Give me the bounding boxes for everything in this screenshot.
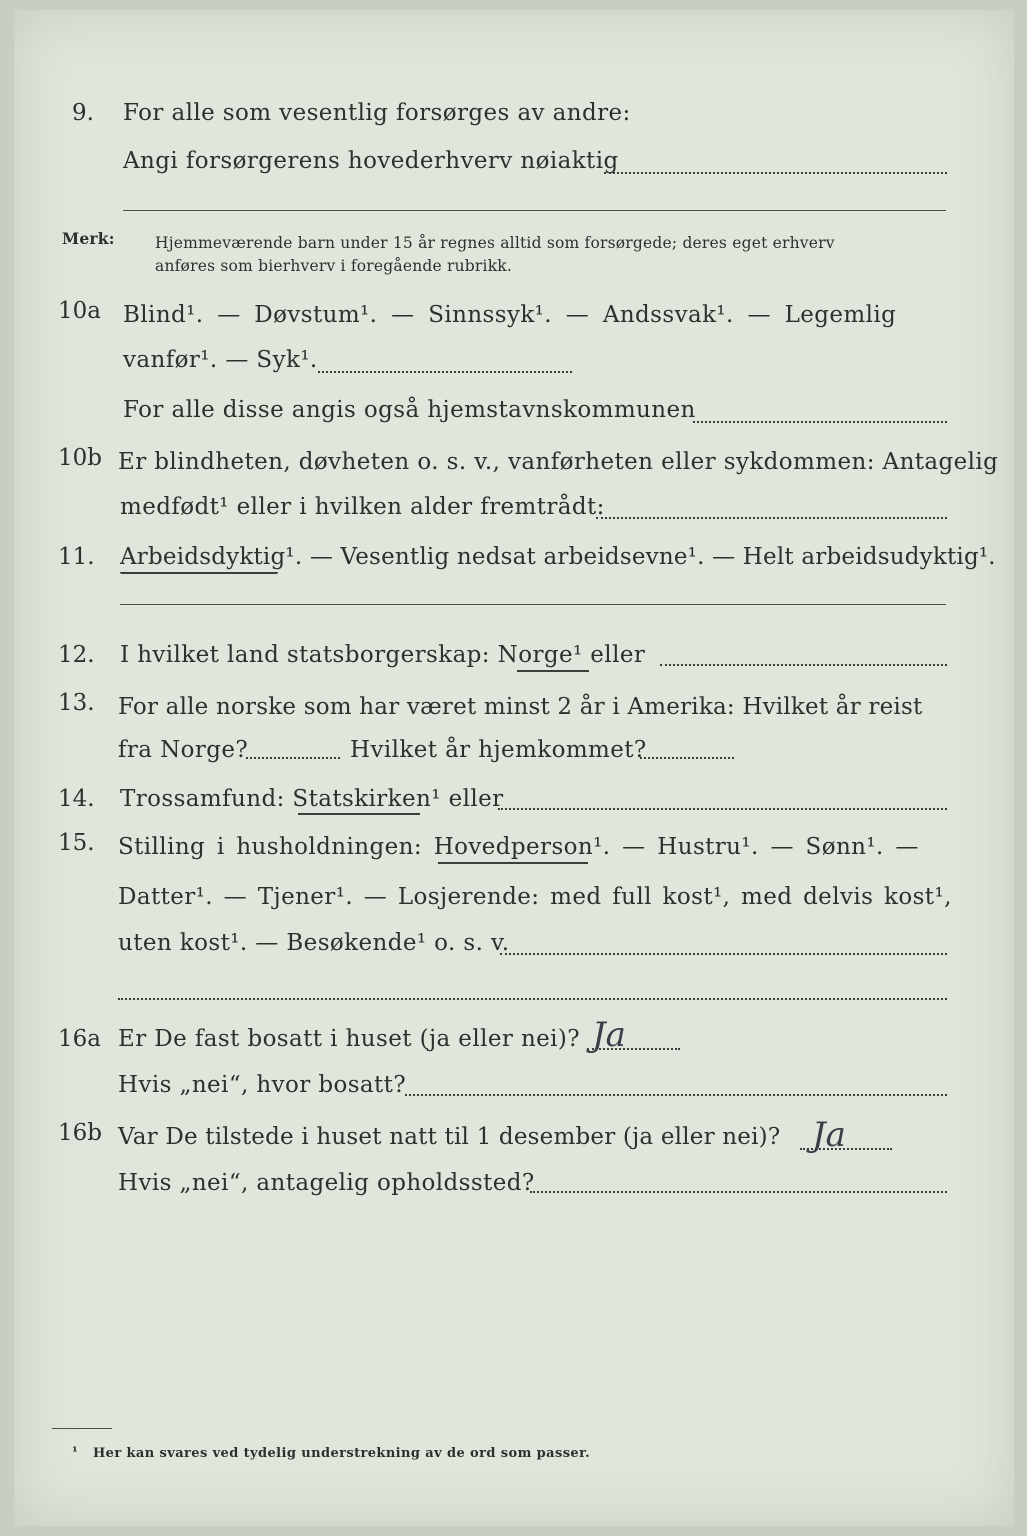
q16b-line1: Var De tilstede i huset natt til 1 desember (ja eller nei)? xyxy=(118,1124,781,1150)
q13-return-line[interactable] xyxy=(640,757,734,759)
q16a-line2: Hvis „nei“, hvor bosatt? xyxy=(118,1072,407,1098)
q12-number: 12. xyxy=(58,642,95,668)
q10b-line1: Er blindheten, døvheten o. s. v., vanførheten eller sykdommen: Antagelig xyxy=(118,449,999,475)
q16a-line1: Er De fast bosatt i huset (ja eller nei)? xyxy=(118,1026,581,1052)
q13-line1: For alle norske som har været minst 2 år i Amerika: Hvilket år reist xyxy=(118,694,923,720)
q11-answer-line[interactable] xyxy=(120,604,946,605)
q16b-location-line[interactable] xyxy=(530,1191,947,1193)
q10b-line2: medfødt¹ eller i hvilken alder fremtrådt: xyxy=(120,494,605,520)
q9-number: 9. xyxy=(72,100,94,126)
q15-underline-mark xyxy=(438,862,588,864)
q13-line2a: fra Norge? xyxy=(118,737,249,763)
footnote-text: Her kan svares ved tydelig understrekning av de ord som passer. xyxy=(93,1446,591,1461)
q10a-hometown-line[interactable] xyxy=(693,421,947,423)
q13-line2b: Hvilket år hjemkommet? xyxy=(350,737,647,763)
q10a-answer-line[interactable] xyxy=(318,371,572,373)
q16b-answer-line[interactable] xyxy=(800,1148,892,1150)
q10b-number: 10b xyxy=(58,445,102,471)
q13-number: 13. xyxy=(58,690,95,716)
q9-second-line[interactable] xyxy=(123,210,946,211)
q16a-handwritten-answer: Ja xyxy=(592,1015,626,1055)
q12-answer-line[interactable] xyxy=(660,664,947,666)
q14-number: 14. xyxy=(58,786,95,812)
q16b-line2: Hvis „nei“, antagelig opholdssted? xyxy=(118,1170,535,1196)
q16a-answer-line[interactable] xyxy=(592,1048,680,1050)
q11-line1: Arbeidsdyktig¹. — Vesentlig nedsat arbeidsevne¹. — Helt arbeidsudyktig¹. xyxy=(120,544,996,570)
q13-left-line[interactable] xyxy=(246,757,340,759)
q12-underline-mark xyxy=(517,670,589,672)
q9-line2: Angi forsørgerens hovederhverv nøiaktig xyxy=(123,148,619,174)
merk-label: Merk: xyxy=(62,229,115,248)
q15-line1: Stilling i husholdningen: Hovedperson¹. — Hustru¹. — Sønn¹. — xyxy=(118,834,919,860)
q16b-number: 16b xyxy=(58,1120,102,1146)
q15-number: 15. xyxy=(58,830,95,856)
q15-second-line[interactable] xyxy=(118,998,947,1000)
footnote-rule xyxy=(52,1428,112,1429)
q14-line1: Trossamfund: Statskirken¹ eller xyxy=(120,786,504,812)
q15-line3: uten kost¹. — Besøkende¹ o. s. v. xyxy=(118,930,510,956)
q12-line1: I hvilket land statsborgerskap: Norge¹ eller xyxy=(120,642,646,668)
q10a-line3: For alle disse angis også hjemstavnskommunen xyxy=(123,397,696,423)
q10b-answer-line[interactable] xyxy=(596,517,947,519)
q15-answer-line[interactable] xyxy=(500,953,947,955)
merk-line2: anføres som bierhverv i foregående rubrikk. xyxy=(155,257,513,275)
q9-line1: For alle som vesentlig forsørges av andre: xyxy=(123,100,631,126)
q10a-line2: vanfør¹. — Syk¹. xyxy=(123,347,318,373)
merk-line1: Hjemmeværende barn under 15 år regnes alltid som forsørgede; deres eget erhverv xyxy=(155,234,835,252)
q16a-residence-line[interactable] xyxy=(405,1094,947,1096)
q16a-number: 16a xyxy=(58,1026,101,1052)
q14-underline-mark xyxy=(298,813,420,815)
q9-answer-line[interactable] xyxy=(604,172,947,174)
q10a-number: 10a xyxy=(58,298,101,324)
q11-number: 11. xyxy=(58,544,95,570)
q16b-handwritten-answer: Ja xyxy=(812,1115,846,1155)
footnote-mark: ¹ xyxy=(72,1445,79,1460)
q14-answer-line[interactable] xyxy=(498,808,947,810)
q15-line2: Datter¹. — Tjener¹. — Losjerende: med full kost¹, med delvis kost¹, xyxy=(118,884,952,910)
q11-underline-mark xyxy=(120,572,278,574)
q10a-line1: Blind¹. — Døvstum¹. — Sinnssyk¹. — Andssvak¹. — Legemlig xyxy=(123,302,897,328)
